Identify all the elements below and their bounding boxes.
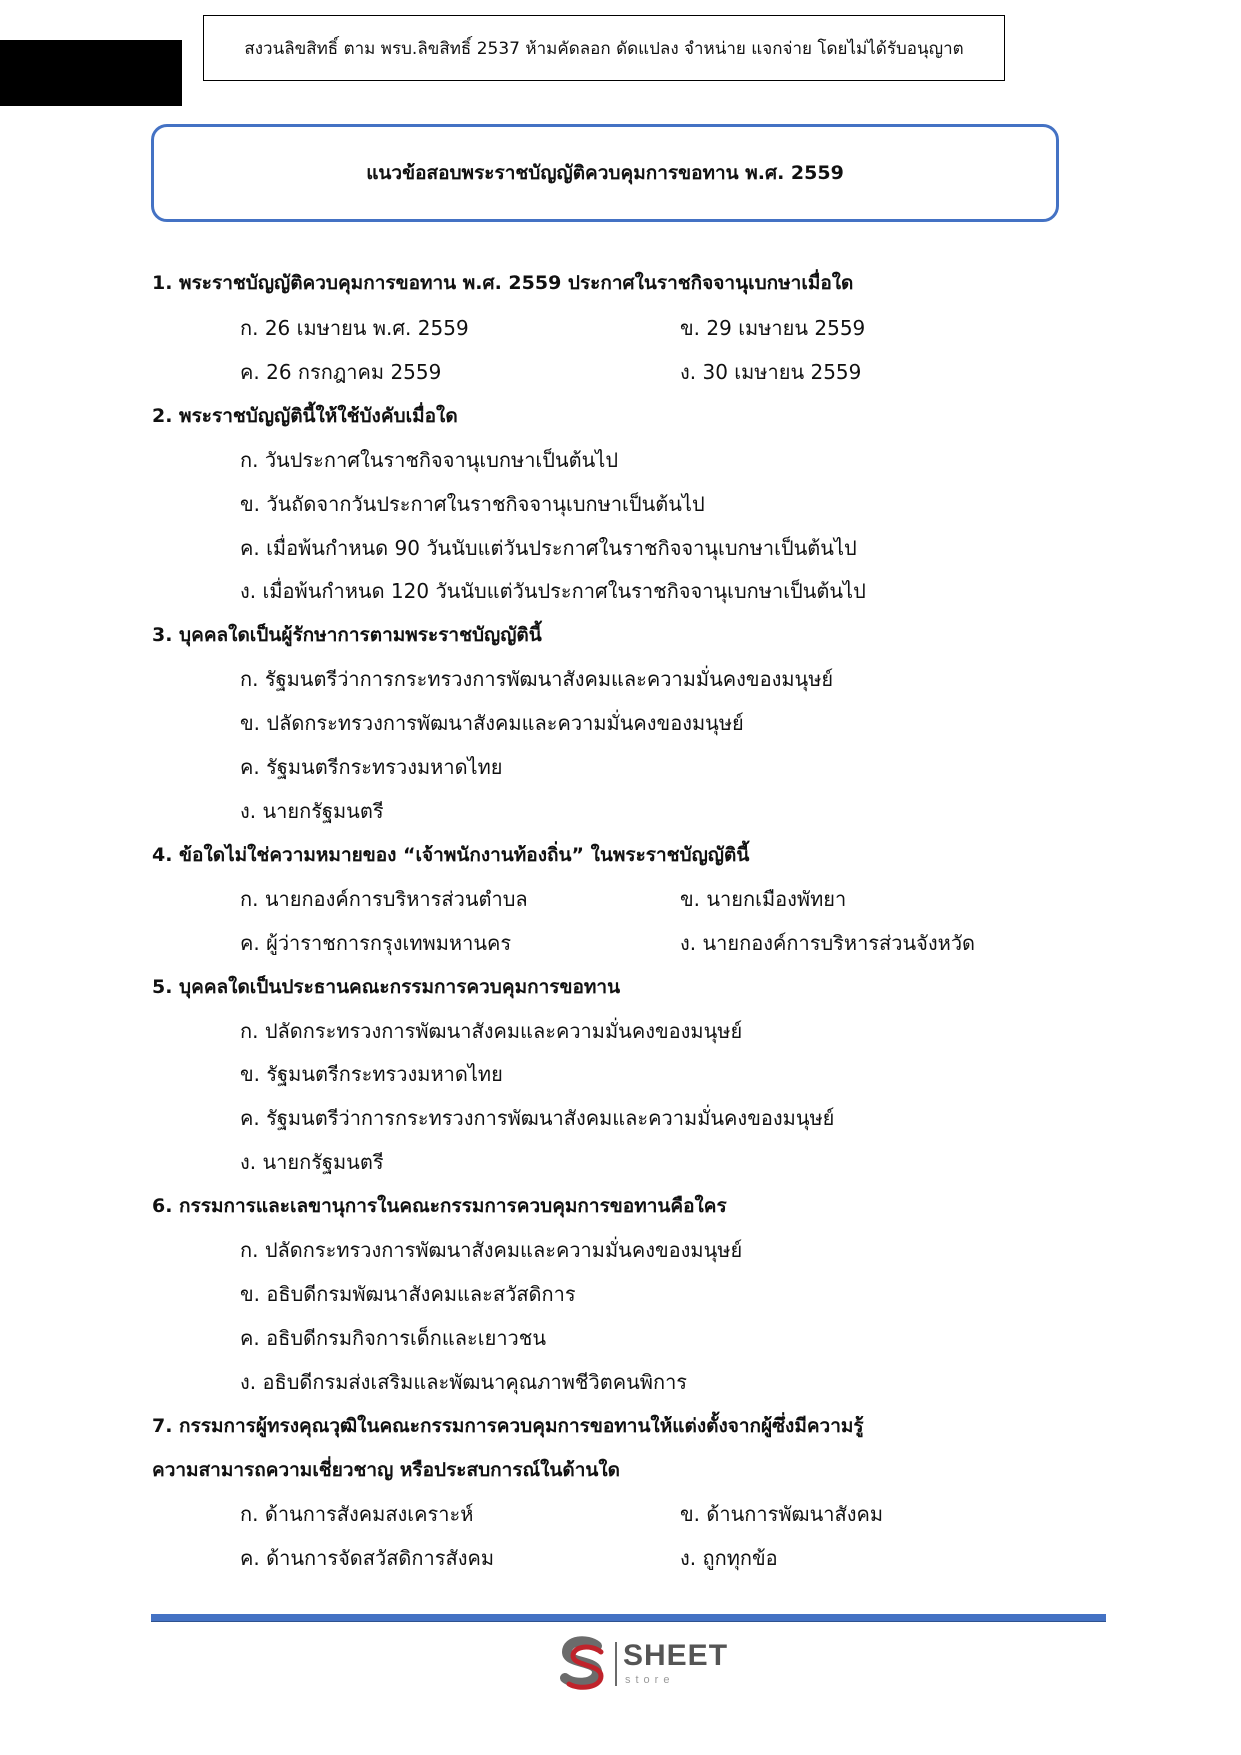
option-4c: ค. ผู้ว่าราชการกรุงเทพมหานคร: [240, 931, 512, 955]
option-4b: ข. นายกเมืองพัทยา: [680, 887, 847, 911]
option-4a: ก. นายกองค์การบริหารส่วนตำบล: [240, 887, 528, 911]
copyright-notice: [203, 15, 1005, 81]
option-5c: ค. รัฐมนตรีว่าการกระทรวงการพัฒนาสังคมและความมั่นคงของมนุษย์: [240, 1106, 835, 1130]
logo-separator: [615, 1642, 617, 1686]
option-2d: ง. เมื่อพ้นกำหนด 120 วันนับแต่วันประกาศในราชกิจจานุเบกษาเป็นต้นไป: [240, 579, 866, 603]
question-6: 6. กรรมการและเลขานุการในคณะกรรมการควบคุมการขอทานคือใคร: [152, 1195, 727, 1217]
option-2b: ข. วันถัดจากวันประกาศในราชกิจจานุเบกษาเป็นต้นไป: [240, 492, 705, 516]
option-6c: ค. อธิบดีกรมกิจการเด็กและเยาวชน: [240, 1326, 547, 1350]
option-5d: ง. นายกรัฐมนตรี: [240, 1150, 384, 1174]
question-5: 5. บุคคลใดเป็นประธานคณะกรรมการควบคุมการขอทาน: [152, 976, 621, 998]
title-box: [151, 124, 1059, 222]
option-6a: ก. ปลัดกระทรวงการพัฒนาสังคมและความมั่นคงของมนุษย์: [240, 1238, 743, 1262]
option-3d: ง. นายกรัฐมนตรี: [240, 799, 384, 823]
question-3: 3. บุคคลใดเป็นผู้รักษาการตามพระราชบัญญัตินี้: [152, 624, 542, 646]
page-number: 58: [140, 106, 166, 130]
option-1b: ข. 29 เมษายน 2559: [680, 316, 866, 340]
question-7: 7. กรรมการผู้ทรงคุณวุฒิในคณะกรรมการควบคุมการขอทานให้แต่งตั้งจากผู้ซึ่งมีความรู้: [152, 1415, 864, 1437]
page-number-tab: [0, 40, 182, 130]
question-1: 1. พระราชบัญญัติควบคุมการขอทาน พ.ศ. 2559 ประกาศในราชกิจจานุเบกษาเมื่อใด: [152, 272, 854, 294]
option-7b: ข. ด้านการพัฒนาสังคม: [680, 1502, 884, 1526]
sheet-store-s-icon: [557, 1636, 609, 1692]
question-2: 2. พระราชบัญญัตินี้ให้ใช้บังคับเมื่อใด: [152, 405, 458, 427]
option-7c: ค. ด้านการจัดสวัสดิการสังคม: [240, 1546, 495, 1570]
footer-rule: [151, 1614, 1106, 1622]
option-5a: ก. ปลัดกระทรวงการพัฒนาสังคมและความมั่นคงของมนุษย์: [240, 1019, 743, 1043]
option-3a: ก. รัฐมนตรีว่าการกระทรวงการพัฒนาสังคมและความมั่นคงของมนุษย์: [240, 667, 834, 691]
option-1d: ง. 30 เมษายน 2559: [680, 360, 862, 384]
option-3b: ข. ปลัดกระทรวงการพัฒนาสังคมและความมั่นคงของมนุษย์: [240, 711, 744, 735]
option-2a: ก. วันประกาศในราชกิจจานุเบกษาเป็นต้นไป: [240, 448, 619, 472]
option-1c: ค. 26 กรกฎาคม 2559: [240, 360, 442, 384]
page-title: แนวข้อสอบพระราชบัญญัติควบคุมการขอทาน พ.ศ. 2559: [366, 162, 844, 184]
option-6d: ง. อธิบดีกรมส่งเสริมและพัฒนาคุณภาพชีวิตคนพิการ: [240, 1370, 688, 1394]
question-7-continued: ความสามารถความเชี่ยวชาญ หรือประสบการณ์ในด้านใด: [152, 1459, 621, 1481]
option-1a: ก. 26 เมษายน พ.ศ. 2559: [240, 316, 469, 340]
option-3c: ค. รัฐมนตรีกระทรวงมหาดไทย: [240, 755, 503, 779]
copyright-text: สงวนลิขสิทธิ์ ตาม พรบ.ลิขสิทธิ์ 2537 ห้ามคัดลอก ดัดแปลง จำหน่าย แจกจ่าย โดยไม่ได้รับอนุญาต: [244, 38, 964, 59]
logo-subtext: store: [625, 1674, 675, 1686]
option-6b: ข. อธิบดีกรมพัฒนาสังคมและสวัสดิการ: [240, 1282, 576, 1306]
option-2c: ค. เมื่อพ้นกำหนด 90 วันนับแต่วันประกาศในราชกิจจานุเบกษาเป็นต้นไป: [240, 536, 857, 560]
question-4: 4. ข้อใดไม่ใช่ความหมายของ “เจ้าพนักงานท้องถิ่น” ในพระราชบัญญัตินี้: [152, 844, 750, 866]
option-5b: ข. รัฐมนตรีกระทรวงมหาดไทย: [240, 1062, 503, 1086]
option-7a: ก. ด้านการสังคมสงเคราะห์: [240, 1502, 474, 1526]
option-7d: ง. ถูกทุกข้อ: [680, 1546, 778, 1570]
option-4d: ง. นายกองค์การบริหารส่วนจังหวัด: [680, 931, 976, 955]
logo-wordmark: SHEET: [623, 1639, 729, 1672]
sheet-store-logo: [557, 1636, 727, 1692]
